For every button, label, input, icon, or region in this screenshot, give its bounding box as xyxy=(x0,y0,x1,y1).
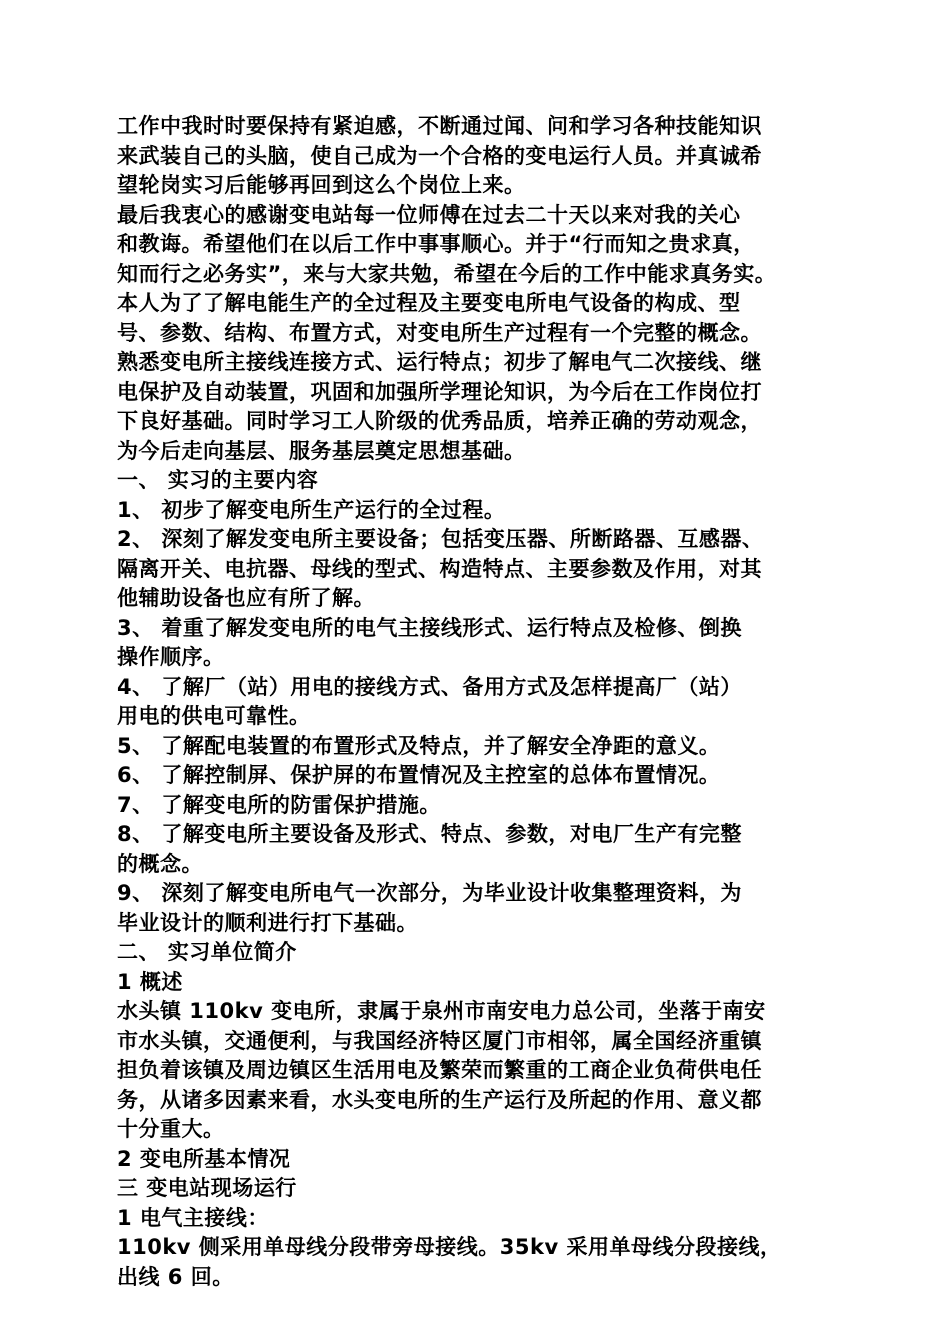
text-line: 9、 深刻了解变电所电气一次部分，为毕业设计收集整理资料，为 xyxy=(117,881,742,905)
text-line: 工作中我时时要保持有紧迫感，不断通过闻、问和学习各种技能知识 xyxy=(117,114,762,138)
text-line: 三 变电站现场运行 xyxy=(117,1176,297,1200)
text-line: 一、 实习的主要内容 xyxy=(117,468,319,492)
text-line: 务，从诸多因素来看，水头变电所的生产运行及所起的作用、意义都 xyxy=(117,1087,762,1112)
text-line: 操作顺序。 xyxy=(117,645,225,669)
text-line: 本人为了了解电能生产的全过程及主要变电所电气设备的构成、型 xyxy=(117,291,741,315)
text-line: 和教诲。希望他们在以后工作中事事顺心。并于“行而知之贵求真， xyxy=(117,232,755,256)
text-line: 3、 着重了解发变电所的电气主接线形式、运行特点及检修、倒换 xyxy=(117,615,742,640)
text-line: 号、参数、结构、布置方式，对变电所生产过程有一个完整的概念。 xyxy=(117,320,762,345)
text-line: 下良好基础。同时学习工人阶级的优秀品质，培养正确的劳动观念， xyxy=(117,409,762,433)
text-line: 1、 初步了解变电所生产运行的全过程。 xyxy=(117,497,506,522)
text-line: 2 变电所基本情况 xyxy=(117,1146,291,1171)
text-line: 十分重大。 xyxy=(117,1117,225,1141)
text-line: 用电的供电可靠性。 xyxy=(117,704,311,728)
text-line: 6、 了解控制屏、保护屏的布置情况及主控室的总体布置情况。 xyxy=(117,763,721,787)
text-line: 望轮岗实习后能够再回到这么个岗位上来。 xyxy=(117,173,526,197)
text-line: 毕业设计的顺利进行打下基础。 xyxy=(117,910,418,935)
text-line: 来武装自己的头脑，使自己成为一个合格的变电运行人员。并真诚希 xyxy=(117,143,762,168)
text-line: 8、 了解变电所主要设备及形式、特点、参数，对电厂生产有完整 xyxy=(117,822,742,846)
text-line: 的概念。 xyxy=(117,851,203,876)
text-line: 他辅助设备也应有所了解。 xyxy=(117,586,375,610)
text-line: 1 电气主接线： xyxy=(117,1205,269,1230)
text-line: 最后我衷心的感谢变电站每一位师傅在过去二十天以来对我的关心 xyxy=(117,202,741,227)
text-line: 出线 6 回。 xyxy=(117,1264,234,1289)
text-line: 二、 实习单位简介 xyxy=(117,940,297,964)
text-line: 电保护及自动装置，巩固和加强所学理论知识，为今后在工作岗位打 xyxy=(117,379,762,404)
text-line: 市水头镇，交通便利，与我国经济特区厦门市相邻，属全国经济重镇 xyxy=(117,1028,762,1053)
text-line: 水头镇 110kv 变电所，隶属于泉州市南安电力总公司，坐落于南安 xyxy=(117,999,766,1023)
text-line: 隔离开关、电抗器、母线的型式、构造特点、主要参数及作用，对其 xyxy=(117,556,762,581)
text-line: 2、 深刻了解发变电所主要设备；包括变压器、所断路器、互感器、 xyxy=(117,527,764,551)
document-body xyxy=(117,112,837,1292)
text-line: 1 概述 xyxy=(117,969,183,994)
text-line: 为今后走向基层、服务基层奠定思想基础。 xyxy=(117,438,526,463)
text-line: 7、 了解变电所的防雷保护措施。 xyxy=(117,792,441,817)
text-line: 熟悉变电所主接线连接方式、运行特点；初步了解电气二次接线、继 xyxy=(117,350,762,374)
text-line: 110kv 侧采用单母线分段带旁母接线。35kv 采用单母线分段接线， xyxy=(117,1235,782,1259)
text-line: 5、 了解配电装置的布置形式及特点，并了解安全净距的意义。 xyxy=(117,733,721,758)
text-line: 4、 了解厂（站）用电的接线方式、备用方式及怎样提高厂（站） xyxy=(117,674,742,699)
text-line: 担负着该镇及周边镇区生活用电及繁荣而繁重的工商企业负荷供电任 xyxy=(117,1058,762,1082)
text-line: 知而行之必务实”，来与大家共勉，希望在今后的工作中能求真务实。 xyxy=(117,261,777,286)
